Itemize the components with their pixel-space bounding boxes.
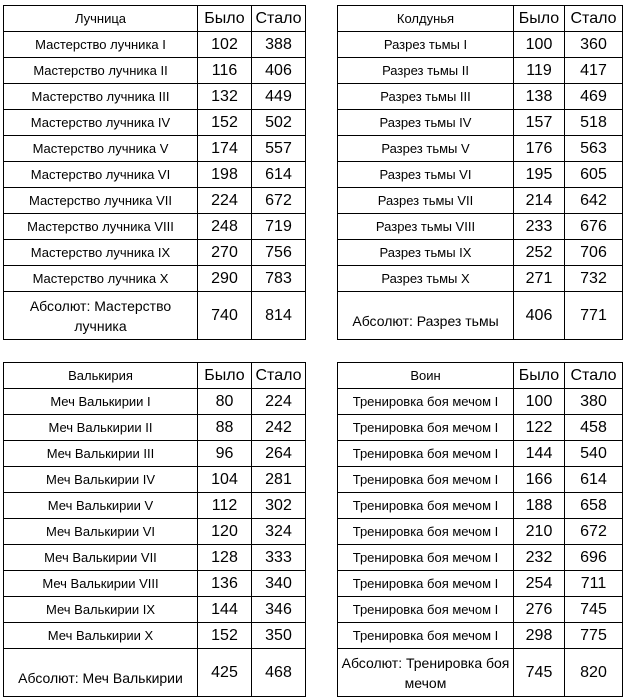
skill-name: Меч Валькирии X (4, 623, 198, 649)
before-value: 122 (514, 415, 565, 441)
after-value: 563 (565, 136, 623, 162)
before-value: 176 (514, 136, 565, 162)
skill-name: Мастерство лучника VIII (4, 214, 198, 240)
after-value: 406 (252, 58, 306, 84)
after-value: 605 (565, 162, 623, 188)
after-header: Стало (252, 6, 306, 32)
after-value: 756 (252, 240, 306, 266)
before-value: 144 (514, 441, 565, 467)
before-value: 290 (198, 266, 252, 292)
after-value: 719 (252, 214, 306, 240)
before-value: 166 (514, 467, 565, 493)
before-value: 136 (198, 571, 252, 597)
table-row (4, 389, 306, 415)
after-value: 518 (565, 110, 623, 136)
before-header: Было (198, 363, 252, 389)
before-value: 96 (198, 441, 252, 467)
after-value: 676 (565, 214, 623, 240)
before-value: 174 (198, 136, 252, 162)
before-value: 195 (514, 162, 565, 188)
table-row (4, 571, 306, 597)
before-value: 128 (198, 545, 252, 571)
table-row (338, 493, 623, 519)
before-value: 252 (514, 240, 565, 266)
after-value: 281 (252, 467, 306, 493)
skill-name: Тренировка боя мечом I (338, 493, 514, 519)
before-value: 88 (198, 415, 252, 441)
absolute-before-value: 745 (514, 649, 565, 697)
before-value: 80 (198, 389, 252, 415)
after-value: 449 (252, 84, 306, 110)
after-value: 696 (565, 545, 623, 571)
table-row (4, 84, 306, 110)
before-value: 144 (198, 597, 252, 623)
before-value: 152 (198, 623, 252, 649)
after-value: 388 (252, 32, 306, 58)
before-value: 198 (198, 162, 252, 188)
after-value: 380 (565, 389, 623, 415)
table-header-row (4, 363, 306, 389)
before-value: 188 (514, 493, 565, 519)
after-value: 340 (252, 571, 306, 597)
after-value: 672 (565, 519, 623, 545)
after-value: 642 (565, 188, 623, 214)
before-header: Было (514, 363, 565, 389)
table-row (4, 467, 306, 493)
before-value: 104 (198, 467, 252, 493)
skill-name: Разрез тьмы X (338, 266, 514, 292)
table-row (338, 441, 623, 467)
after-value: 417 (565, 58, 623, 84)
table-row (338, 266, 623, 292)
skill-name: Разрез тьмы I (338, 32, 514, 58)
table-row (4, 32, 306, 58)
archer-table (3, 5, 306, 340)
before-value: 112 (198, 493, 252, 519)
table-row (338, 58, 623, 84)
absolute-before-value: 425 (198, 649, 252, 697)
skill-name: Мастерство лучника II (4, 58, 198, 84)
after-value: 732 (565, 266, 623, 292)
after-value: 302 (252, 493, 306, 519)
table-row (4, 623, 306, 649)
after-value: 242 (252, 415, 306, 441)
table-row (4, 136, 306, 162)
skill-name: Разрез тьмы VI (338, 162, 514, 188)
table-row (338, 162, 623, 188)
table-row (4, 493, 306, 519)
skill-name: Меч Валькирии II (4, 415, 198, 441)
skill-name: Разрез тьмы VIII (338, 214, 514, 240)
before-value: 271 (514, 266, 565, 292)
skill-name: Мастерство лучника VII (4, 188, 198, 214)
table-row (338, 519, 623, 545)
class-name-header: Валькирия (4, 363, 198, 389)
before-value: 232 (514, 545, 565, 571)
after-value: 783 (252, 266, 306, 292)
skill-name: Тренировка боя мечом I (338, 571, 514, 597)
skill-name: Меч Валькирии VI (4, 519, 198, 545)
skill-name: Меч Валькирии III (4, 441, 198, 467)
skill-name: Меч Валькирии IX (4, 597, 198, 623)
before-value: 233 (514, 214, 565, 240)
skill-name: Тренировка боя мечом I (338, 467, 514, 493)
before-header: Было (198, 6, 252, 32)
after-value: 557 (252, 136, 306, 162)
before-value: 270 (198, 240, 252, 266)
skill-name: Разрез тьмы V (338, 136, 514, 162)
before-value: 120 (198, 519, 252, 545)
after-value: 333 (252, 545, 306, 571)
before-value: 298 (514, 623, 565, 649)
skill-name: Мастерство лучника IX (4, 240, 198, 266)
absolute-row (4, 292, 306, 340)
after-value: 264 (252, 441, 306, 467)
skill-name: Разрез тьмы III (338, 84, 514, 110)
before-value: 276 (514, 597, 565, 623)
table-row (4, 214, 306, 240)
skill-name: Тренировка боя мечом I (338, 415, 514, 441)
valkyrie-table (3, 362, 306, 697)
absolute-skill-name: Абсолют: Тренировка боя мечом (338, 649, 514, 697)
skill-name: Мастерство лучника X (4, 266, 198, 292)
table-row (338, 415, 623, 441)
after-value: 540 (565, 441, 623, 467)
before-value: 214 (514, 188, 565, 214)
after-value: 614 (565, 467, 623, 493)
absolute-skill-name: Абсолют: Меч Валькирии (4, 649, 198, 697)
table-row (338, 389, 623, 415)
table-row (338, 84, 623, 110)
after-header: Стало (565, 6, 623, 32)
table-header-row (4, 6, 306, 32)
skill-name: Меч Валькирии V (4, 493, 198, 519)
sorceress-table (337, 5, 623, 340)
table-row (338, 188, 623, 214)
skill-name: Тренировка боя мечом I (338, 441, 514, 467)
skill-name: Меч Валькирии VII (4, 545, 198, 571)
table-row (338, 623, 623, 649)
table-row (338, 571, 623, 597)
before-value: 138 (514, 84, 565, 110)
after-value: 614 (252, 162, 306, 188)
class-name-header: Лучница (4, 6, 198, 32)
skill-name: Мастерство лучника VI (4, 162, 198, 188)
table-row (338, 597, 623, 623)
skill-name: Разрез тьмы VII (338, 188, 514, 214)
table-row (4, 415, 306, 441)
skill-name: Тренировка боя мечом I (338, 519, 514, 545)
after-value: 469 (565, 84, 623, 110)
before-value: 100 (514, 32, 565, 58)
after-value: 658 (565, 493, 623, 519)
before-value: 254 (514, 571, 565, 597)
table-row (4, 545, 306, 571)
after-value: 360 (565, 32, 623, 58)
table-row (4, 58, 306, 84)
after-value: 775 (565, 623, 623, 649)
table-row (4, 110, 306, 136)
absolute-after-value: 468 (252, 649, 306, 697)
absolute-skill-name: Абсолют: Мастерство лучника (4, 292, 198, 340)
absolute-row (4, 649, 306, 697)
after-value: 502 (252, 110, 306, 136)
absolute-row (338, 292, 623, 340)
absolute-before-value: 406 (514, 292, 565, 340)
after-header: Стало (565, 363, 623, 389)
after-value: 224 (252, 389, 306, 415)
table-header-row (338, 6, 623, 32)
before-value: 116 (198, 58, 252, 84)
table-row (4, 441, 306, 467)
skill-name: Тренировка боя мечом I (338, 597, 514, 623)
table-row (4, 162, 306, 188)
absolute-after-value: 814 (252, 292, 306, 340)
table-row (338, 545, 623, 571)
before-value: 102 (198, 32, 252, 58)
absolute-after-value: 771 (565, 292, 623, 340)
before-value: 224 (198, 188, 252, 214)
before-value: 119 (514, 58, 565, 84)
skill-name: Меч Валькирии IV (4, 467, 198, 493)
after-value: 706 (565, 240, 623, 266)
after-value: 324 (252, 519, 306, 545)
before-value: 210 (514, 519, 565, 545)
skill-name: Мастерство лучника I (4, 32, 198, 58)
table-row (4, 240, 306, 266)
table-header-row (338, 363, 623, 389)
absolute-skill-name: Абсолют: Разрез тьмы (338, 292, 514, 340)
warrior-table (337, 362, 623, 697)
skill-name: Меч Валькирии I (4, 389, 198, 415)
after-value: 745 (565, 597, 623, 623)
skill-name: Мастерство лучника III (4, 84, 198, 110)
skill-name: Тренировка боя мечом I (338, 623, 514, 649)
table-row (338, 214, 623, 240)
absolute-row (338, 649, 623, 697)
table-row (4, 597, 306, 623)
table-row (4, 266, 306, 292)
skill-name: Разрез тьмы II (338, 58, 514, 84)
before-value: 152 (198, 110, 252, 136)
skill-name: Разрез тьмы IV (338, 110, 514, 136)
after-value: 346 (252, 597, 306, 623)
before-value: 157 (514, 110, 565, 136)
skill-name: Мастерство лучника IV (4, 110, 198, 136)
table-row (4, 519, 306, 545)
skill-name: Тренировка боя мечом I (338, 545, 514, 571)
after-value: 672 (252, 188, 306, 214)
skill-name: Тренировка боя мечом I (338, 389, 514, 415)
table-row (338, 110, 623, 136)
after-header: Стало (252, 363, 306, 389)
class-name-header: Колдунья (338, 6, 514, 32)
class-name-header: Воин (338, 363, 514, 389)
skill-name: Разрез тьмы IX (338, 240, 514, 266)
before-value: 132 (198, 84, 252, 110)
before-value: 248 (198, 214, 252, 240)
table-row (4, 188, 306, 214)
after-value: 458 (565, 415, 623, 441)
absolute-after-value: 820 (565, 649, 623, 697)
after-value: 711 (565, 571, 623, 597)
skill-name: Мастерство лучника V (4, 136, 198, 162)
table-row (338, 136, 623, 162)
table-row (338, 467, 623, 493)
before-value: 100 (514, 389, 565, 415)
table-row (338, 32, 623, 58)
table-row (338, 240, 623, 266)
before-header: Было (514, 6, 565, 32)
skill-name: Меч Валькирии VIII (4, 571, 198, 597)
absolute-before-value: 740 (198, 292, 252, 340)
after-value: 350 (252, 623, 306, 649)
